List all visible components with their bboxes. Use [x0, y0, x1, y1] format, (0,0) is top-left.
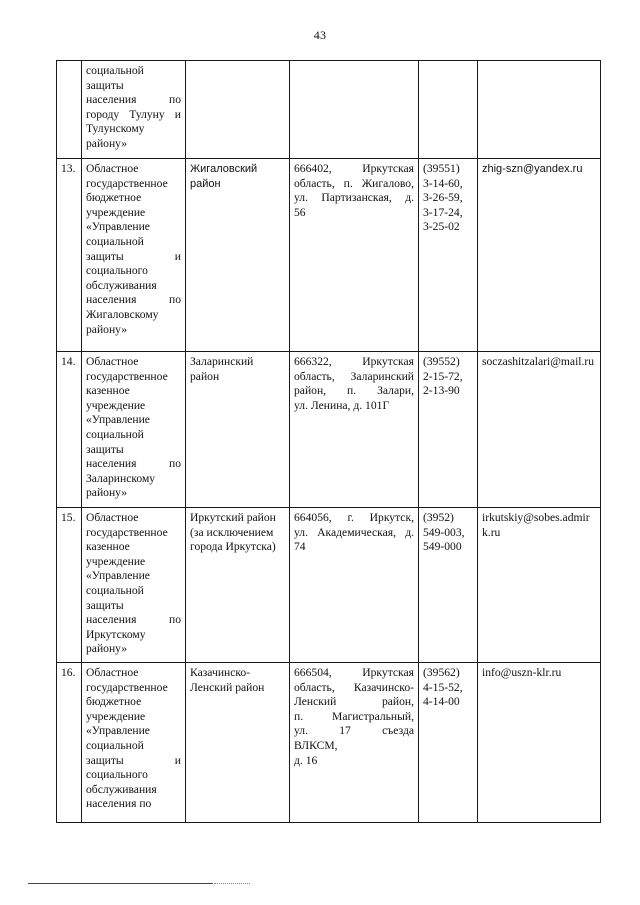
address-cell: [290, 61, 419, 159]
organization-name-line: «Управление: [86, 220, 150, 234]
address-line: 666402, Иркутская: [294, 162, 414, 175]
phone-line: 3-26-59,: [423, 191, 463, 205]
row-number: 14.: [57, 352, 82, 508]
service-area-cell: [186, 61, 290, 159]
organization-cell: [82, 159, 186, 352]
organization-name-line: бюджетное: [86, 191, 142, 205]
phone-line: 549-000: [423, 540, 462, 554]
address-line: область, п. Жигалово,: [294, 176, 414, 190]
address-line: ВЛКСМ,: [294, 738, 338, 752]
address-line: 666504, Иркутская: [294, 666, 414, 679]
address-cell: [290, 159, 419, 352]
address: [294, 666, 414, 768]
phone-numbers: [423, 355, 473, 399]
phone-line: (39562): [423, 666, 460, 679]
organization-name-line: населения по: [86, 293, 181, 307]
email-address: irkutskiy@sobes.admirk.ru: [482, 511, 590, 539]
organization-name-line: учреждение: [86, 398, 146, 412]
address-line: п. Магистральный,: [294, 709, 414, 723]
email-cell: [478, 663, 601, 823]
service-area: Заларинский район: [190, 355, 254, 383]
organization-name-line: казенное: [86, 540, 130, 554]
organization-name-line: обслуживания: [86, 782, 157, 796]
email-address: soczashitzalari@mail.ru: [482, 355, 595, 368]
address-line: 74: [294, 540, 306, 554]
organization-name-line: населения по: [86, 457, 181, 471]
row-number: 13.: [57, 159, 82, 352]
organization-name-line: «Управление: [86, 413, 150, 427]
page-number: 43: [313, 28, 327, 42]
organization-name: [86, 64, 181, 152]
organization-cell: [82, 61, 186, 159]
phone-cell: [419, 508, 478, 663]
table-row: [57, 159, 601, 352]
address-line: область, Казачинско-: [294, 680, 414, 694]
organization-name-line: бюджетное: [86, 695, 142, 709]
organization-name-line: району»: [86, 136, 128, 150]
phone-cell: [419, 663, 478, 823]
organization-name-line: населения по: [86, 93, 181, 107]
service-area: Иркутский район (за исключением города Иркутска): [190, 511, 276, 554]
phone-line: 2-15-72,: [423, 369, 463, 383]
address-line: ул. Партизанская, д.: [294, 191, 414, 205]
organization-name-line: социальной: [86, 583, 144, 597]
row-number: 15.: [57, 508, 82, 663]
service-area-cell: [186, 508, 290, 663]
organization-name-line: населения по: [86, 797, 152, 811]
email-cell: [478, 508, 601, 663]
address-cell: [290, 508, 419, 663]
table-row: [57, 61, 601, 159]
organization-name-line: Иркутскому: [86, 627, 146, 641]
organization-cell: [82, 352, 186, 508]
organization-name-line: социальной: [86, 427, 144, 441]
organization-name-line: государственное: [86, 525, 168, 539]
table-row: [57, 352, 601, 508]
organization-name-line: государственное: [86, 680, 168, 694]
row-number: [57, 61, 82, 159]
phone-line: 3-17-24,: [423, 205, 463, 219]
table-row: [57, 508, 601, 663]
address-line: район, п. Залари,: [294, 384, 414, 398]
organization-name: [86, 666, 181, 812]
organization-name-line: социального: [86, 768, 148, 782]
footer-rule-dotted: [214, 883, 250, 884]
phone-line: 4-15-52,: [423, 680, 463, 694]
organization-name-line: обслуживания: [86, 278, 157, 292]
organization-cell: [82, 663, 186, 823]
phone-cell: [419, 352, 478, 508]
organization-name-line: учреждение: [86, 554, 146, 568]
organization-name-line: государственное: [86, 176, 168, 190]
phone-numbers: [423, 511, 473, 555]
address-cell: [290, 663, 419, 823]
email-address: info@uszn-klr.ru: [482, 666, 562, 679]
organization-name-line: Тулунскому: [86, 122, 145, 136]
organization-name-line: защиты: [86, 442, 124, 456]
organization-name-line: защиты: [86, 598, 124, 612]
service-area: Жигаловский район: [190, 163, 258, 190]
address-line: ул. Ленина, д. 101Г: [294, 398, 390, 412]
address-line: 664056, г. Иркутск,: [294, 511, 414, 524]
phone-line: 549-003,: [423, 525, 465, 539]
organization-name-line: Жигаловскому: [86, 307, 159, 321]
phone-line: 3-14-60,: [423, 176, 463, 190]
phone-line: 3-25-02: [423, 220, 460, 234]
email-address: zhig-szn@yandex.ru: [482, 163, 583, 175]
address-line: Ленский район,: [294, 695, 414, 709]
organization-name-line: социальной: [86, 738, 144, 752]
organization-name-line: Областное: [86, 355, 139, 368]
organization-name-line: социальной: [86, 64, 144, 77]
phone-line: (3952): [423, 511, 454, 524]
email-cell: [478, 352, 601, 508]
organization-name-line: защиты: [86, 78, 124, 92]
organization-name: [86, 162, 181, 337]
organization-name-line: учреждение: [86, 205, 146, 219]
organization-name: [86, 511, 181, 657]
address-line: ул. 17 съезда: [294, 724, 414, 738]
table-body: [57, 61, 601, 823]
service-area-cell: [186, 663, 290, 823]
phone-cell: [419, 159, 478, 352]
address: [294, 511, 414, 555]
table-row: [57, 663, 601, 823]
organization-name-line: защиты и: [86, 753, 181, 767]
organization-name-line: Областное: [86, 666, 139, 679]
address-cell: [290, 352, 419, 508]
phone-numbers: [423, 666, 473, 710]
phone-cell: [419, 61, 478, 159]
phone-line: (39551): [423, 162, 460, 175]
organization-name-line: социального: [86, 264, 148, 278]
organization-name-line: району»: [86, 642, 128, 656]
organization-name-line: городу Тулуну и: [86, 107, 181, 121]
service-area-cell: [186, 352, 290, 508]
organization-name-line: району»: [86, 322, 128, 336]
institutions-table: [56, 60, 601, 823]
address: [294, 162, 414, 220]
service-area: Казачинско-Ленский район: [190, 666, 265, 694]
email-cell: [478, 61, 601, 159]
organization-name-line: казенное: [86, 384, 130, 398]
address-line: д. 16: [294, 753, 318, 767]
organization-name-line: «Управление: [86, 724, 150, 738]
service-area-cell: [186, 159, 290, 352]
email-cell: [478, 159, 601, 352]
phone-line: 2-13-90: [423, 384, 460, 398]
address-line: область, Заларинский: [294, 369, 414, 383]
phone-line: (39552): [423, 355, 460, 368]
address-line: 666322, Иркутская: [294, 355, 414, 368]
organization-cell: [82, 508, 186, 663]
organization-name-line: социальной: [86, 234, 144, 248]
footer-rule: [28, 883, 213, 884]
phone-line: 4-14-00: [423, 695, 460, 709]
organization-name-line: Областное: [86, 162, 139, 175]
organization-name-line: району»: [86, 486, 128, 500]
row-number: 16.: [57, 663, 82, 823]
organization-name-line: учреждение: [86, 709, 146, 723]
organization-name-line: Областное: [86, 511, 139, 524]
phone-numbers: [423, 162, 473, 235]
address: [294, 355, 414, 413]
organization-name: [86, 355, 181, 501]
organization-name-line: Заларинскому: [86, 471, 156, 485]
organization-name-line: защиты и: [86, 249, 181, 263]
address-line: 56: [294, 205, 306, 219]
organization-name-line: государственное: [86, 369, 168, 383]
address-line: ул. Академическая, д.: [294, 525, 414, 539]
organization-name-line: населения по: [86, 613, 181, 627]
organization-name-line: «Управление: [86, 569, 150, 583]
